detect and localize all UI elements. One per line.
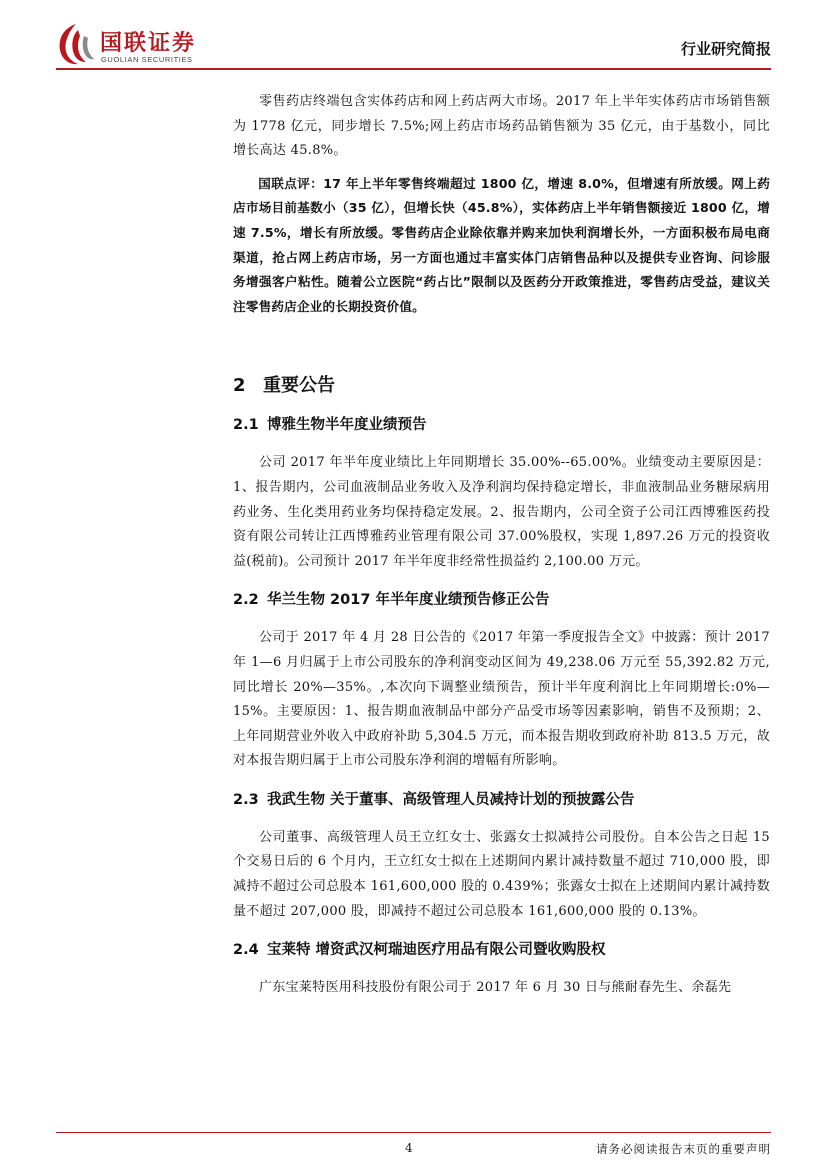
report-type: 行业研究简报 [680, 40, 771, 58]
subsection-body: 广东宝莱特医用科技股份有限公司于 2017 年 6 月 30 日与熊耐春先生、余磊先 [259, 980, 732, 996]
footer-disclaimer: 请务必阅读报告末页的重要声明 [596, 1142, 771, 1156]
logo-chinese-name: 国联证券 [100, 31, 197, 56]
subsection-number: 2.1 [233, 417, 259, 434]
page-content [233, 90, 770, 1009]
subsection-title: 华兰生物 2017 年半年度业绩预告修正公告 [267, 592, 550, 609]
subsection-heading [233, 938, 770, 962]
company-logo [56, 20, 226, 68]
subsection-title: 我武生物 关于董事、高级管理人员减持计划的预披露公告 [267, 791, 635, 808]
analyst-comment [233, 172, 770, 320]
logo-english-name: GUOLIAN SECURITIES [101, 55, 193, 64]
comment-label: 国联点评： [258, 175, 324, 191]
subsection-heading [233, 413, 770, 437]
subsection-heading [233, 588, 770, 612]
section-title: 重要公告 [263, 375, 335, 397]
subsection-body: 公司于 2017 年 4 月 28 日公告的《2017 年第一季度报告全文》中披露：预计 2017 年 1—6 月归属于上市公司股东的净利润变动区间为 49,238.06 万元至 55,392.82 万元,同比增长 20%—35%。,本次向下调整业绩预告，预计半年度利润比上年同期增长:0%—15%。主要原因：1、报告期血液制品中部分产品受市场等因素影响，销售不及预期；2、上年同期营业外收入中政府补助 5,304.5 万元，而本报告期收到政府补助 813.5 万元，故对本报告期归属于上市公司股东净利润的增幅有所影响。 [233, 630, 770, 769]
subsection-number: 2.3 [233, 791, 259, 808]
subsection-title: 宝莱特 增资武汉柯瑞迪医疗用品有限公司暨收购股权 [267, 942, 606, 959]
footer-divider [56, 1132, 771, 1133]
section-number: 2 [233, 375, 246, 397]
subsection-number: 2.2 [233, 592, 259, 609]
subsection-title: 博雅生物半年度业绩预告 [267, 417, 427, 434]
intro-paragraph: 零售药店终端包含实体药店和网上药店两大市场。2017 年上半年实体药店市场销售额为 1778 亿元，同步增长 7.5%;网上药店市场药品销售额为 35 亿元，由于基数小，同比增长高达 45.8%。 [233, 94, 770, 159]
header-divider [56, 68, 771, 70]
subsection-body: 公司董事、高级管理人员王立红女士、张露女士拟减持公司股份。自本公告之日起 15 个交易日后的 6 个月内，王立红女士拟在上述期间内累计减持数量不超过 710,000 股，即减持不超过公司总股本 161,600,000 股的 0.439%；张露女士拟在上述期间内累计减持数量不超过 207,000 股，即减持不超过公司总股本 161,600,000 股的 0.13%。 [233, 829, 770, 919]
subsection-number: 2.4 [233, 942, 259, 959]
comment-text: 17 年上半年零售终端超过 1800 亿，增速 8.0%，但增速有所放缓。网上药店市场目前基数小（35 亿），但增长快（45.8%），实体药店上半年销售额接近 1800 亿，增速 7.5%，增长有所放缓。零售药店企业除依靠并购来加快利润增长外，一方面积极布局电商渠道，抢占网上药店市场，另一方面也通过丰富实体门店销售品种以及提供专业咨询、问诊服务增强客户粘性。随着公立医院“药占比”限制以及医药分开政策推进，零售药店受益，建议关注零售药店企业的长期投资价值。 [233, 175, 771, 314]
section-heading [233, 371, 770, 399]
page-number: 4 [405, 1141, 413, 1155]
guolian-logo-icon [56, 22, 96, 66]
subsection-body: 公司 2017 年半年度业绩比上年同期增长 35.00%--65.00%。业绩变动主要原因是：1、报告期内，公司血液制品业务收入及净利润均保持稳定增长，非血液制品业务糖尿病用药业务、生化类用药业务均保持稳定发展。2、报告期内，公司全资子公司江西博雅医药投资有限公司转让江西博雅药业管理有限公司 37.00%股权，实现 1,897.26 万元的投资收益(税前)。公司预计 2017 年半年度非经常性损益约 2,100.00 万元。 [233, 455, 770, 569]
subsection-heading [233, 788, 770, 812]
